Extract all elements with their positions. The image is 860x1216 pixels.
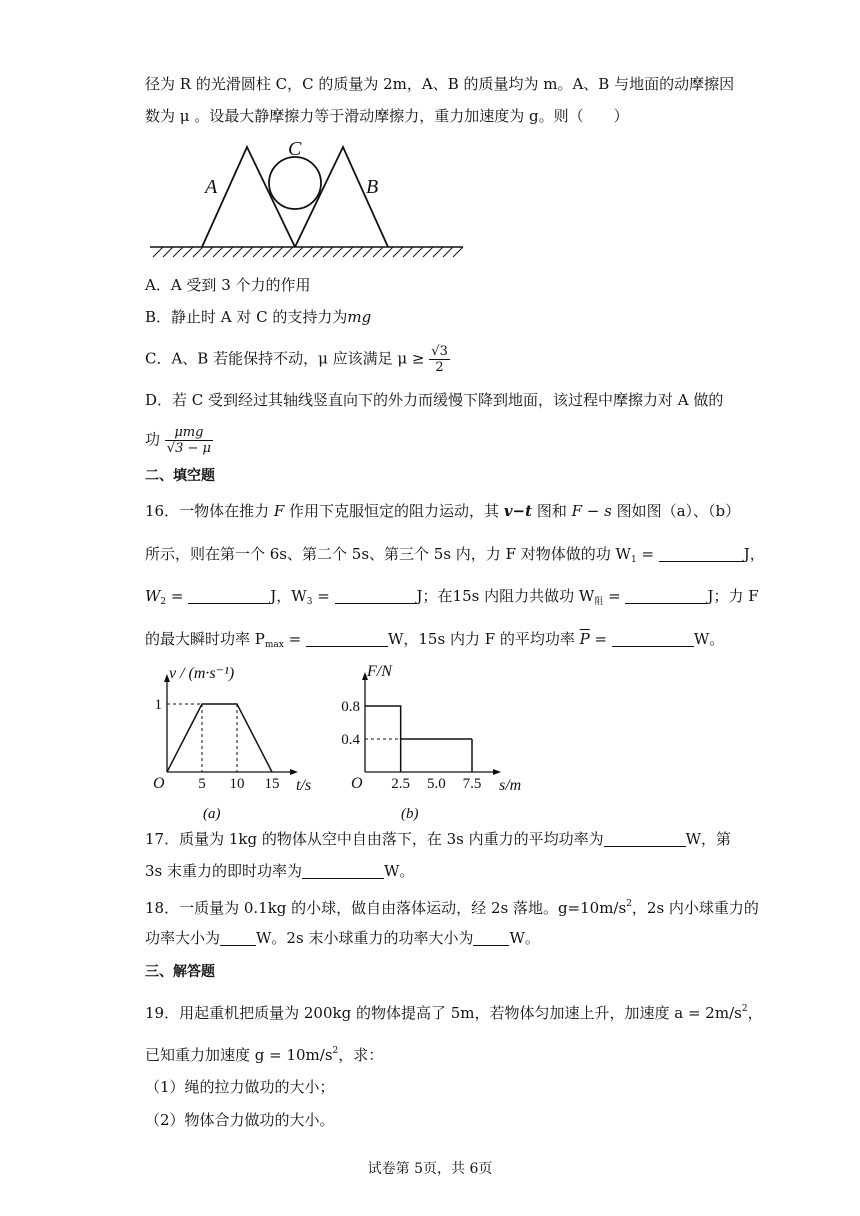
x-tick-label: 15 xyxy=(264,776,280,792)
option-d-prefix: 功 xyxy=(145,430,161,449)
q16-l4-sub: max xyxy=(264,640,284,650)
q16-l4-a: 的最大瞬时功率 P xyxy=(145,630,265,648)
option-b-text: B．静止时 A 对 C 的支持力为 xyxy=(145,308,348,326)
q16-l1-vt: v−t xyxy=(503,502,533,520)
q16-l3-w3sub: 3 xyxy=(306,597,313,607)
q17-line1 xyxy=(145,829,731,849)
q15-line2: 数为 μ 。设最大静摩擦力等于滑动摩擦力，重力加速度为 g。则（ ） xyxy=(145,107,629,125)
q16-l1-F: F xyxy=(273,502,285,520)
q16-l4-b: = xyxy=(283,630,306,648)
answer-blank-q17-inst[interactable] xyxy=(302,862,384,879)
q15-option-c xyxy=(145,344,450,375)
q16-l3-j3: J；力 F xyxy=(707,587,759,605)
q19-l2-a: 已知重力加速度 g = 10m/s xyxy=(145,1046,333,1064)
q18-l1-a: 18．一质量为 0.1kg 的小球，做自由落体运动，经 2s 落地。g=10m/s xyxy=(145,899,627,917)
q16-l3-eq2: = xyxy=(312,587,335,605)
q17-line2 xyxy=(145,861,414,881)
origin-label: O xyxy=(153,775,165,792)
section-3-heading: 三、解答题 xyxy=(145,964,215,980)
q16-l2-unit: J， xyxy=(743,545,765,563)
y-axis-label: v / (m·s⁻¹) xyxy=(169,665,235,682)
q18-line1 xyxy=(145,894,759,918)
q19-line1 xyxy=(145,999,763,1023)
q19-part-2: （2）物体合力做功的大小。 xyxy=(145,1111,335,1129)
answer-blank-q17-avg[interactable] xyxy=(604,830,686,847)
q16-line3 xyxy=(145,586,759,612)
q16-l2-sub: 1 xyxy=(630,555,637,565)
q16-l3-w2sub: 2 xyxy=(160,597,167,607)
q17-l2: 3s 末重力的即时功率为 xyxy=(145,862,303,880)
y-tick-label: 1 xyxy=(154,697,162,713)
y-tick-label: 0.4 xyxy=(341,732,360,748)
q16-line4 xyxy=(145,629,724,655)
y-axis-label: F/N xyxy=(367,663,392,680)
option-d-fraction xyxy=(165,425,213,456)
q16-l1-c: 图和 xyxy=(532,502,572,520)
q18-l1-b: ，2s 内小球重力的 xyxy=(631,899,759,917)
q18-l2-b: W。2s 末小球重力的功率大小为 xyxy=(256,929,474,947)
answer-blank-w3[interactable] xyxy=(335,587,417,604)
q19-l1-a: 19．用起重机把质量为 200kg 的物体提高了 5m，若物体匀加速上升，加速度 a = 2m/s xyxy=(145,1004,742,1022)
y-tick-label: 0.8 xyxy=(341,699,360,715)
x-axis-arrow xyxy=(493,769,501,775)
option-c-text: C．A、B 若能保持不动，μ 应该满足 xyxy=(145,349,393,368)
ground-hatching xyxy=(153,247,463,257)
answer-blank-w2[interactable] xyxy=(188,587,270,604)
q16-l4-pbar: $\overline{P}$ xyxy=(579,630,590,648)
q18-l2-a: 功率大小为 xyxy=(145,929,221,947)
q16-l4-d: = xyxy=(589,630,612,648)
q19-l1-b: ， xyxy=(747,1004,763,1022)
q16-l4-c: W，15s 内力 F 的平均功率 xyxy=(387,630,580,648)
q15-line1: 径为 R 的光滑圆柱 C，C 的质量为 2m，A、B 的质量均为 m。A、B 与地面的动摩擦因 xyxy=(145,75,735,93)
q16-l3-j2: J；在15s 内阻力共做功 W xyxy=(416,587,595,605)
q16-l1-d: 图如图（a）、（b） xyxy=(611,502,741,520)
q16-l3-eq3: = xyxy=(603,587,626,605)
x-axis-label: s/m xyxy=(499,777,522,794)
x-tick-label: 7.5 xyxy=(462,776,482,792)
q16-l2-b: = xyxy=(636,545,659,563)
q17-l1: 17．质量为 1kg 的物体从空中自由落下，在 3s 内重力的平均功率为 xyxy=(145,830,604,848)
q16-l3-w2: W xyxy=(145,587,161,605)
cylinder-c xyxy=(269,157,321,209)
section-2-heading: 二、填空题 xyxy=(145,468,215,484)
label-c: C xyxy=(288,138,302,160)
q19-l1-sup: 2 xyxy=(741,1004,748,1014)
series-line xyxy=(167,704,272,772)
q15-option-d-line2 xyxy=(145,425,213,456)
x-axis-arrow xyxy=(290,769,298,775)
answer-blank-w-resist[interactable] xyxy=(625,587,707,604)
page-footer: 试卷第 5页，共 6页 xyxy=(367,1161,493,1177)
option-d-den: √3 − μ xyxy=(166,441,211,456)
q16-l3-wsub: 阻 xyxy=(594,597,604,607)
q18-l1-sup: 2 xyxy=(626,899,632,909)
q15-option-a: A．A 受到 3 个力的作用 xyxy=(145,276,311,294)
option-c-lhs: μ ≥ xyxy=(397,349,425,368)
q16-l2-a: 所示，则在第一个 6s、第二个 5s、第三个 5s 内，力 F 对物体做的功 W xyxy=(145,545,631,563)
answer-blank-q18-inst[interactable] xyxy=(473,929,509,946)
x-tick-label: 5.0 xyxy=(426,776,446,792)
q16-l4-e: W。 xyxy=(693,630,725,648)
q19-line2 xyxy=(145,1041,383,1065)
q15-option-d-line1: D．若 C 受到经过其轴线竖直向下的外力而缓慢下降到地面，该过程中摩擦力对 A 做的 xyxy=(145,391,724,409)
option-b-expr: mg xyxy=(347,308,372,326)
q16-l1-a: 16．一物体在推力 xyxy=(145,502,274,520)
option-d-num: μmg xyxy=(165,425,213,441)
q18-l2-c: W。 xyxy=(509,929,540,947)
answer-blank-pmax[interactable] xyxy=(306,630,388,647)
q16-line1 xyxy=(145,501,740,521)
q16-l1-b: 作用下克服恒定的阻力运动，其 xyxy=(284,502,504,520)
label-a: A xyxy=(205,176,218,198)
q17-l2-end: W。 xyxy=(384,862,415,880)
answer-blank-pavg[interactable] xyxy=(612,630,694,647)
q19-l2-b: ，求： xyxy=(338,1046,384,1064)
q16-l1-Fs: F − s xyxy=(571,502,612,520)
x-tick-label: 10 xyxy=(229,776,245,792)
option-c-den: 2 xyxy=(435,360,444,375)
origin-label: O xyxy=(351,775,363,792)
q15-figure xyxy=(145,135,475,265)
chart-a-vt xyxy=(145,662,320,822)
q18-line2 xyxy=(145,928,540,948)
chart-b-Fs xyxy=(315,662,525,822)
option-c-fraction xyxy=(429,344,450,375)
chart-caption: (b) xyxy=(401,806,419,822)
x-axis-label: t/s xyxy=(296,777,312,794)
answer-blank-q18-avg[interactable] xyxy=(220,929,256,946)
label-b: B xyxy=(366,176,379,198)
q19-l2-sup: 2 xyxy=(332,1046,339,1056)
q19-part-1: （1）绳的拉力做功的大小； xyxy=(145,1078,335,1096)
q17-l1-end: W，第 xyxy=(685,830,732,848)
series-line xyxy=(365,706,472,739)
q16-l3-eq: = xyxy=(166,587,189,605)
x-tick-label: 2.5 xyxy=(391,776,411,792)
option-c-num: √3 xyxy=(431,344,448,359)
chart-caption: (a) xyxy=(203,806,221,822)
q16-l3-j1: J，W xyxy=(270,587,307,605)
q16-line2 xyxy=(145,544,765,570)
answer-blank-w1[interactable] xyxy=(659,545,744,562)
x-tick-label: 5 xyxy=(198,776,206,792)
q15-option-b xyxy=(145,307,371,327)
